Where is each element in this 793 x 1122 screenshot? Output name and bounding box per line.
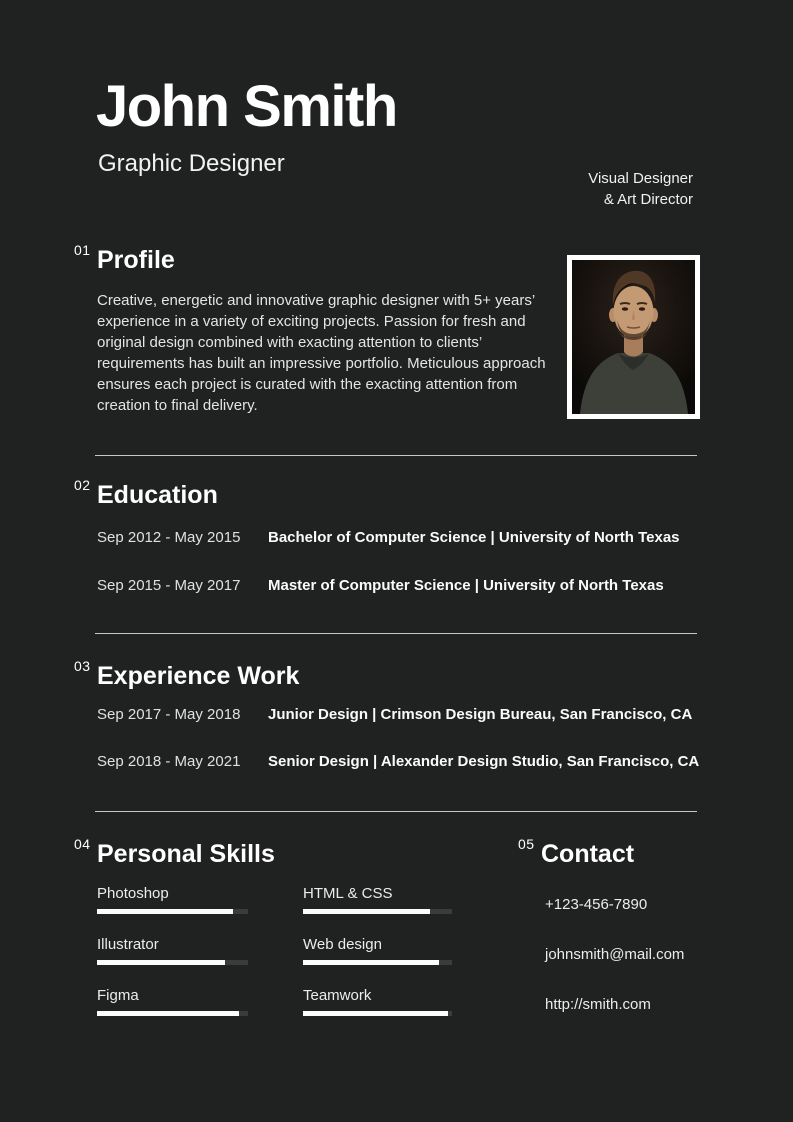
section-number: 01 xyxy=(74,242,91,258)
section-number: 05 xyxy=(518,836,535,852)
skill-progress-bar xyxy=(97,1011,248,1016)
section-header-profile xyxy=(74,243,175,273)
skill-item-photoshop xyxy=(97,886,248,937)
education-dates: Sep 2015 - May 2017 xyxy=(97,577,241,594)
portrait-illustration xyxy=(572,260,695,414)
skill-item-figma xyxy=(97,988,248,1039)
tagline xyxy=(588,168,693,210)
experience-position: Senior Design | Alexander Design Studio, San Francisco, CA xyxy=(268,753,700,770)
skill-progress-fill xyxy=(303,1011,448,1016)
experience-position: Junior Design | Crimson Design Bureau, San Francisco, CA xyxy=(268,706,693,723)
skill-label: Web design xyxy=(303,936,382,953)
skill-label: Photoshop xyxy=(97,885,169,902)
skill-progress-bar xyxy=(97,909,248,914)
contact-phone: +123-456-7890 xyxy=(545,896,648,913)
skill-progress-fill xyxy=(303,960,439,965)
skill-label: HTML & CSS xyxy=(303,885,393,902)
contact-list xyxy=(545,897,684,1047)
profile-photo xyxy=(567,255,700,419)
section-heading-experience: Experience Work xyxy=(97,662,300,690)
skill-progress-fill xyxy=(97,909,233,914)
skill-item-html-css xyxy=(303,886,452,937)
section-heading-education: Education xyxy=(97,481,218,509)
section-divider xyxy=(95,811,697,812)
person-job-title: Graphic Designer xyxy=(98,150,285,177)
section-header-experience xyxy=(74,659,299,689)
skill-item-illustrator xyxy=(97,937,248,988)
skills-grid xyxy=(97,886,452,1039)
section-header-contact xyxy=(518,837,634,867)
contact-email: johnsmith@mail.com xyxy=(545,946,685,963)
section-divider xyxy=(95,455,697,456)
section-number: 04 xyxy=(74,836,91,852)
experience-dates: Sep 2018 - May 2021 xyxy=(97,753,241,770)
skill-progress-bar xyxy=(97,960,248,965)
skill-item-web-design xyxy=(303,937,452,988)
skill-label: Illustrator xyxy=(97,936,159,953)
experience-row xyxy=(97,753,713,770)
experience-dates: Sep 2017 - May 2018 xyxy=(97,706,241,723)
experience-row xyxy=(97,706,713,723)
education-row xyxy=(97,577,713,594)
tagline-line-1: Visual Designer xyxy=(588,170,693,187)
section-number: 02 xyxy=(74,477,91,493)
education-degree: Master of Computer Science | University of North Texas xyxy=(268,577,664,594)
section-heading-contact: Contact xyxy=(541,840,635,868)
education-row xyxy=(97,529,713,546)
section-header-personal-skills xyxy=(74,837,275,867)
skill-progress-fill xyxy=(97,1011,239,1016)
skill-progress-fill xyxy=(303,909,430,914)
skill-progress-bar xyxy=(303,1011,452,1016)
section-heading-profile: Profile xyxy=(97,246,175,274)
section-header-education xyxy=(74,478,218,508)
skill-progress-fill xyxy=(97,960,225,965)
skill-progress-bar xyxy=(303,960,452,965)
section-number: 03 xyxy=(74,658,91,674)
section-heading-personal-skills: Personal Skills xyxy=(97,840,275,868)
skill-label: Teamwork xyxy=(303,987,372,1004)
education-dates: Sep 2012 - May 2015 xyxy=(97,529,241,546)
skill-label: Figma xyxy=(97,987,139,1004)
profile-summary: Creative, energetic and innovative graphic designer with 5+ years’ experience in a variety of exciting projects. Passion for fresh and original design combined with exacting attention to clients’ requirements has built an impressive portfolio. Meticulous approach ensures each project is curated with the exacting attention from creation to final delivery. xyxy=(97,292,546,414)
skill-item-teamwork xyxy=(303,988,452,1039)
education-degree: Bachelor of Computer Science | University of North Texas xyxy=(268,529,680,546)
person-name: John Smith xyxy=(96,74,397,139)
section-divider xyxy=(95,633,697,634)
skill-progress-bar xyxy=(303,909,452,914)
contact-website: http://smith.com xyxy=(545,996,651,1013)
tagline-line-2: & Art Director xyxy=(603,191,693,208)
